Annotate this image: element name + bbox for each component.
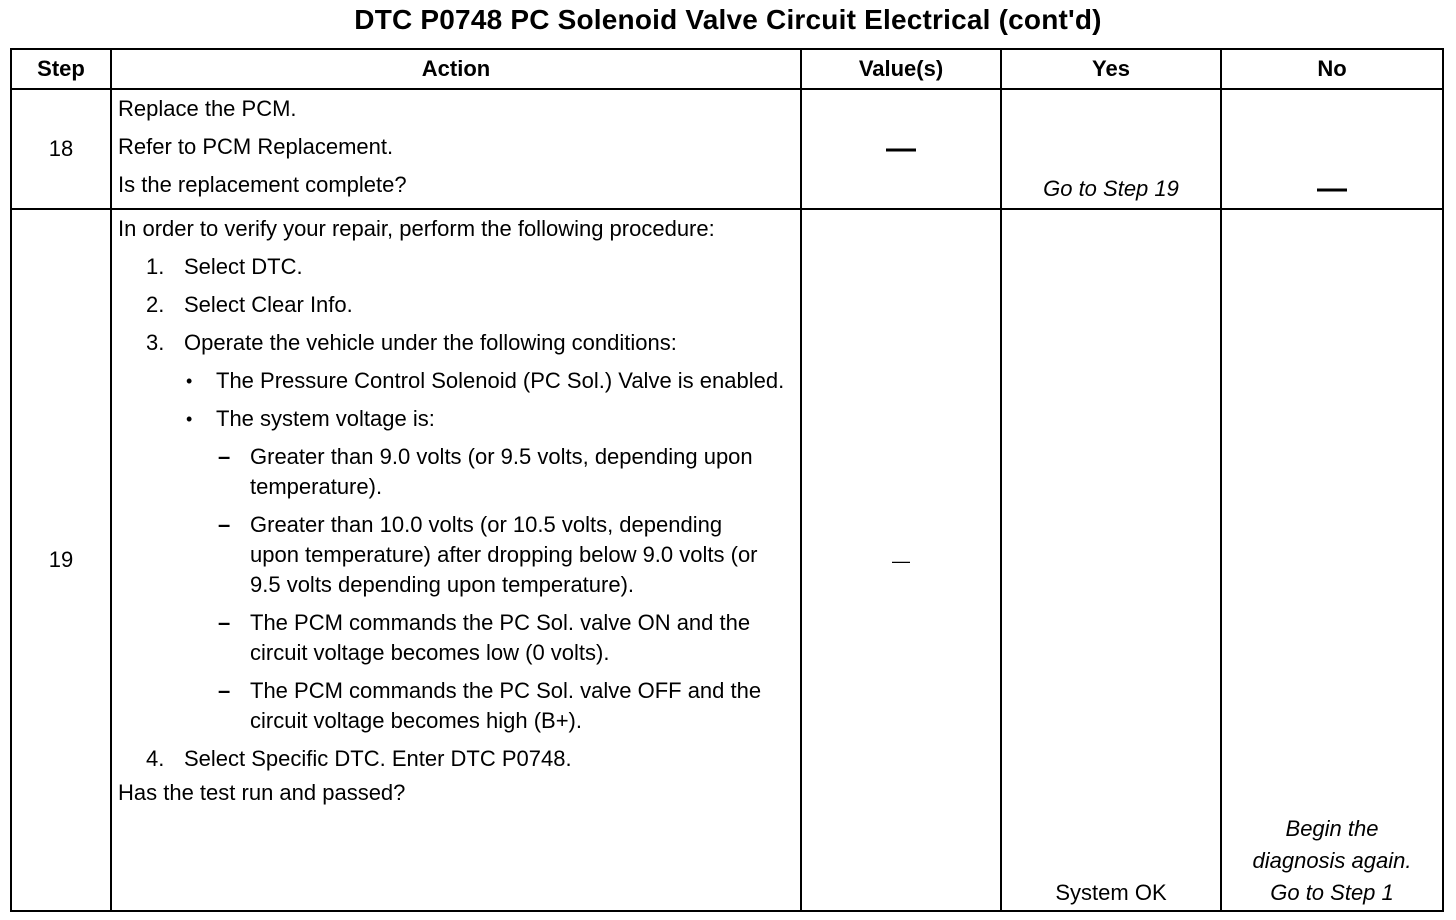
table-row-step-18 (11, 89, 1443, 209)
action-intro: In order to verify your repair, perform the following procedure: (118, 216, 715, 241)
value-cell (801, 89, 1001, 209)
action-line: Refer to PCM Replacement. (118, 134, 394, 159)
voltage-subitem (118, 510, 760, 600)
step-num: 1. (146, 254, 165, 279)
step-text: Select Clear Info. (184, 292, 353, 317)
condition-bullet (118, 404, 794, 434)
no-cell (1221, 209, 1443, 911)
voltage-subitem (118, 608, 780, 668)
header-row (11, 49, 1443, 89)
action-cell (111, 89, 801, 209)
dash-icon: – (218, 444, 231, 469)
step-num: 2. (146, 292, 165, 317)
dash-icon: – (218, 610, 231, 635)
header-values: Value(s) (801, 49, 1001, 89)
step-number: 18 (11, 89, 111, 209)
bullet-icon: • (186, 371, 193, 391)
voltage-subitem (118, 442, 780, 502)
no-line: diagnosis again. (1252, 848, 1412, 873)
diagnostic-table (10, 48, 1444, 912)
step-text: Select DTC. (184, 254, 303, 279)
procedure-step (118, 252, 794, 282)
header-step: Step (11, 49, 111, 89)
header-no: No (1221, 49, 1443, 89)
procedure-step (118, 290, 794, 320)
subitem-text: Greater than 10.0 volts (or 10.5 volts, depending upon temperature) after dropping below 9.0 volts (or 9.5 volts depending upon temperature). (250, 512, 758, 597)
step-text: Select Specific DTC. Enter DTC P0748. (184, 746, 572, 771)
step-num: 4. (146, 746, 165, 771)
value-dash: — (892, 551, 910, 571)
subitem-text: Greater than 9.0 volts (or 9.5 volts, depending upon temperature). (250, 444, 753, 499)
dash-icon: – (218, 678, 231, 703)
bullet-text: The system voltage is: (216, 406, 435, 431)
header-action: Action (111, 49, 801, 89)
dash-icon: – (218, 512, 231, 537)
no-cell (1221, 89, 1443, 209)
yes-cell (1001, 89, 1221, 209)
bullet-icon: • (186, 409, 193, 429)
no-line: Begin the (1285, 816, 1379, 841)
step-number: 19 (11, 209, 111, 911)
header-yes: Yes (1001, 49, 1221, 89)
subitem-text: The PCM commands the PC Sol. valve OFF and the circuit voltage becomes high (B+). (250, 678, 762, 733)
bullet-text: The Pressure Control Solenoid (PC Sol.) Valve is enabled. (216, 368, 785, 393)
procedure-step (118, 328, 794, 358)
condition-bullet (118, 366, 786, 396)
page-title: DTC P0748 PC Solenoid Valve Circuit Electrical (cont'd) (354, 4, 1102, 35)
action-line: Is the replacement complete? (118, 172, 407, 197)
action-line: Replace the PCM. (118, 96, 297, 121)
yes-cell (1001, 209, 1221, 911)
yes-result: System OK (1055, 880, 1167, 905)
subitem-text: The PCM commands the PC Sol. valve ON and the circuit voltage becomes low (0 volts). (250, 610, 751, 665)
value-cell (801, 209, 1001, 911)
yes-goto-link: Go to Step 19 (1043, 176, 1179, 201)
action-question: Has the test run and passed? (118, 780, 406, 805)
step-num: 3. (146, 330, 165, 355)
procedure-step (118, 744, 794, 774)
action-cell (111, 209, 801, 911)
no-goto-link: Go to Step 1 (1270, 880, 1394, 905)
step-text: Operate the vehicle under the following conditions: (184, 330, 677, 355)
voltage-subitem (118, 676, 770, 736)
no-dash: — (1317, 172, 1347, 205)
table-row-step-19 (11, 209, 1443, 911)
value-dash: — (886, 132, 916, 165)
